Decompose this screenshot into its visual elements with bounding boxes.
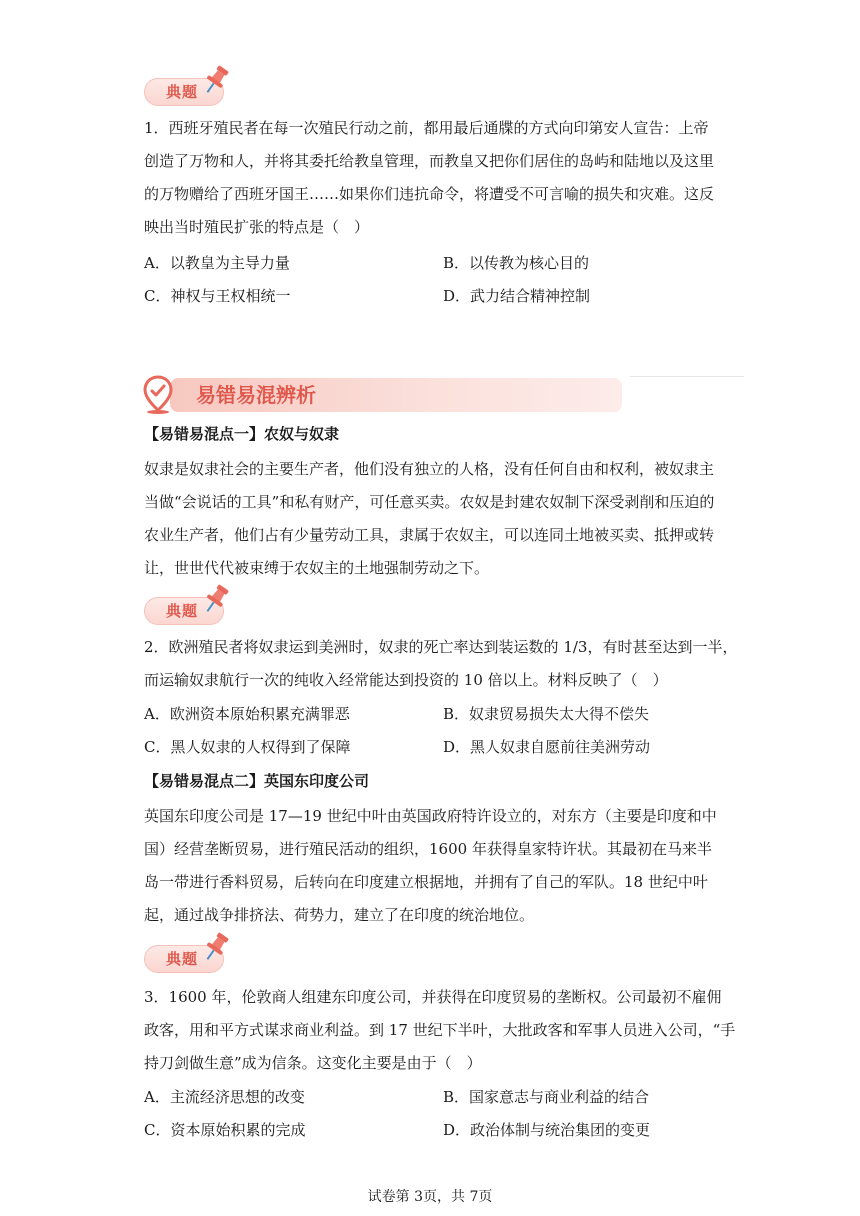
example-badge	[144, 945, 224, 973]
q3-option-b[interactable]: B．国家意志与商业利益的结合	[443, 1088, 650, 1106]
q1-line: 的万物赠给了西班牙国王……如果你们违抗命令，将遭受不可言喻的损失和灾难。这反	[144, 185, 715, 203]
q1-option-c[interactable]: C．神权与王权相统一	[144, 287, 291, 305]
q1-option-d[interactable]: D．武力结合精神控制	[443, 287, 591, 305]
point-2-line: 起，通过战争排挤法、荷势力，建立了在印度的统治地位。	[144, 906, 535, 924]
point-1-line: 农业生产者，他们占有少量劳动工具，隶属于农奴主，可以连同土地被买卖、抵押或转	[144, 526, 715, 544]
q1-line: 映出当时殖民扩张的特点是（ ）	[144, 218, 370, 236]
q2-option-d[interactable]: D．黑人奴隶自愿前往美洲劳动	[443, 738, 651, 756]
q3-option-a[interactable]: A．主流经济思想的改变	[144, 1088, 305, 1106]
point-2-title: 【易错易混点二】英国东印度公司	[144, 772, 370, 790]
page-footer: 试卷第 3页，共 7页	[367, 1189, 493, 1205]
q1-line: 1．西班牙殖民者在每一次殖民行动之前，都用最后通牒的方式向印第安人宣告：上帝	[144, 119, 709, 137]
badge-label: 典题	[166, 83, 199, 101]
q3-line: 政客，用和平方式谋求商业利益。到 17 世纪下半叶，大批政客和军事人员进入公司，“手	[144, 1021, 736, 1039]
point-1-line: 奴隶是奴隶社会的主要生产者，他们没有独立的人格，没有任何自由和权利，被奴隶主	[144, 460, 715, 478]
q2-option-a[interactable]: A．欧洲资本原始积累充满罪恶	[144, 705, 350, 723]
section-title: 易错易混辨析	[196, 383, 316, 407]
q2-option-b[interactable]: B．奴隶贸易损失太大得不偿失	[443, 705, 650, 723]
q2-option-c[interactable]: C．黑人奴隶的人权得到了保障	[144, 738, 351, 756]
example-badge	[144, 78, 224, 106]
section-header	[140, 374, 744, 414]
badge-label: 典题	[166, 602, 199, 620]
point-2-line: 英国东印度公司是 17—19 世纪中叶由英国政府特许设立的，对东方（主要是印度和中	[144, 807, 717, 825]
q2-line: 而运输奴隶航行一次的纯收入经常能达到投资的 10 倍以上。材料反映了（ ）	[144, 671, 668, 689]
point-2-line: 国）经营垄断贸易，进行殖民活动的组织，1600 年获得皇家特许状。其最初在马来半	[144, 840, 712, 858]
point-2-line: 岛一带进行香料贸易，后转向在印度建立根据地，并拥有了自己的军队。18 世纪中叶	[144, 873, 708, 891]
q3-option-d[interactable]: D．政治体制与统治集团的变更	[443, 1121, 651, 1139]
q3-option-c[interactable]: C．资本原始积累的完成	[144, 1121, 306, 1139]
badge-label: 典题	[166, 950, 199, 968]
q1-option-b[interactable]: B．以传教为核心目的	[443, 254, 590, 272]
q1-option-a[interactable]: A．以教皇为主导力量	[144, 254, 290, 272]
point-1-title: 【易错易混点一】农奴与奴隶	[144, 425, 340, 443]
section-divider	[630, 376, 744, 377]
q3-line: 3．1600 年，伦敦商人组建东印度公司，并获得在印度贸易的垄断权。公司最初不雇佣	[144, 988, 722, 1006]
q1-line: 创造了万物和人，并将其委托给教皇管理，而教皇又把你们居住的岛屿和陆地以及这里	[144, 152, 715, 170]
pushpin-icon	[200, 583, 232, 617]
point-1-line: 当做“会说话的工具”和私有财产，可任意买卖。农奴是封建农奴制下深受剥削和压迫的	[144, 493, 715, 511]
q2-line: 2．欧洲殖民者将奴隶运到美洲时，奴隶的死亡率达到装运数的 1/3，有时甚至达到一半，	[144, 638, 738, 656]
pushpin-icon	[200, 64, 232, 98]
q3-line: 持刀剑做生意”成为信条。这变化主要是由于（ ）	[144, 1054, 482, 1072]
location-pin-icon	[142, 374, 174, 414]
point-1-line: 让，世世代代被束缚于农奴主的土地强制劳动之下。	[144, 559, 490, 577]
example-badge	[144, 597, 224, 625]
pushpin-icon	[200, 931, 232, 965]
